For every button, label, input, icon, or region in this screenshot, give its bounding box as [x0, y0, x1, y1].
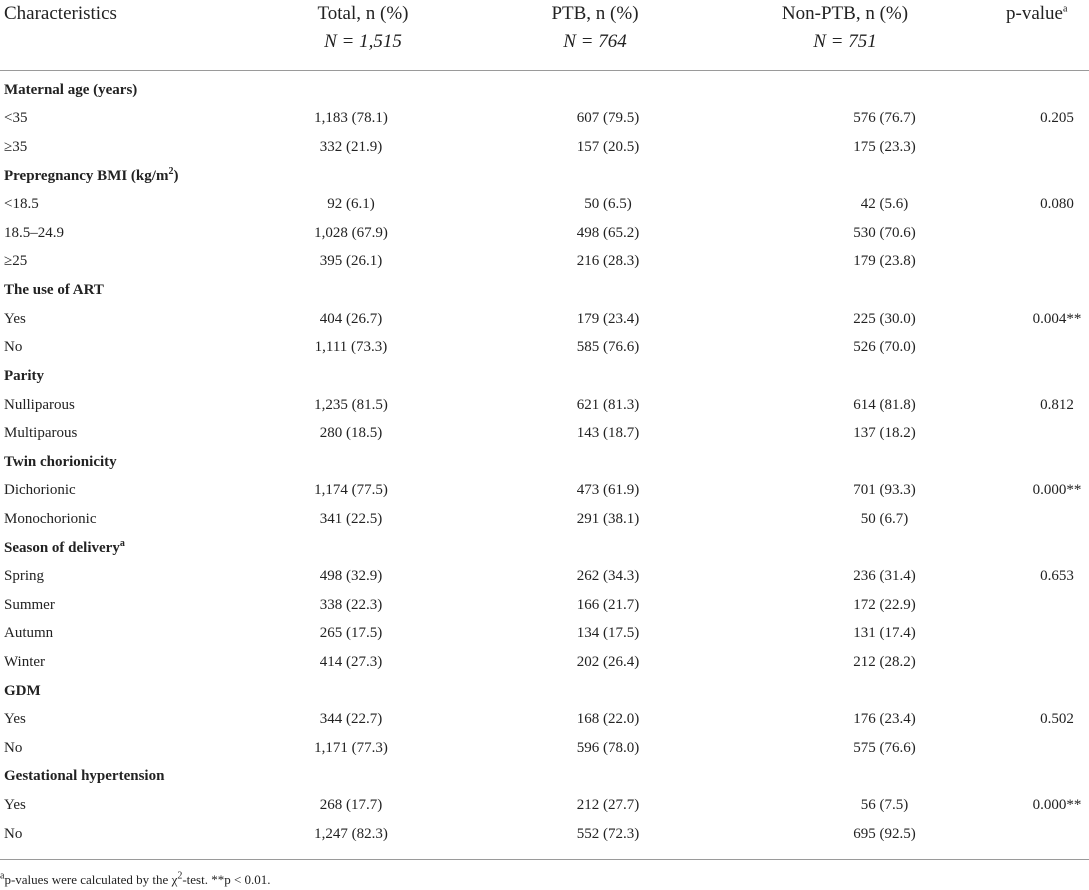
empty-cell — [1021, 448, 1089, 477]
section-label-text: Prepregnancy BMI (kg/m — [4, 167, 169, 184]
cell-ptb: 202 (26.4) — [576, 653, 640, 670]
cell-total: 1,235 (81.5) — [314, 396, 388, 413]
cell-nonptb: 236 (31.4) — [853, 568, 916, 585]
section-label-text: GDM — [4, 682, 41, 699]
table-row — [0, 305, 1089, 334]
cell-total: 1,111 (73.3) — [314, 339, 388, 356]
empty-cell — [1021, 534, 1089, 563]
empty-cell — [748, 276, 1021, 305]
row-label: 18.5–24.9 — [4, 224, 64, 241]
cell-pvalue — [1021, 591, 1089, 620]
header-pvalue-label: p-value — [1006, 3, 1063, 24]
section-label — [0, 162, 234, 191]
section-label — [0, 76, 234, 105]
cell-pvalue: 0.080 — [1040, 196, 1074, 213]
cell-pvalue: 0.000** — [1032, 482, 1082, 499]
section-label-text: Gestational hypertension — [4, 768, 165, 785]
cell-ptb: 291 (38.1) — [576, 510, 640, 527]
table-row — [0, 477, 1089, 506]
row-label: Yes — [4, 310, 26, 327]
table-row — [0, 591, 1089, 620]
cell-pvalue — [1021, 648, 1089, 677]
cell-pvalue — [1021, 620, 1089, 649]
cell-ptb: 50 (6.5) — [584, 196, 632, 213]
cell-nonptb: 179 (23.8) — [853, 253, 916, 270]
section-label — [0, 763, 234, 792]
section-label — [0, 677, 234, 706]
cell-total: 332 (21.9) — [319, 139, 383, 156]
cell-total: 92 (6.1) — [327, 196, 375, 213]
section-row — [0, 76, 1089, 105]
footnote — [0, 872, 271, 888]
row-label: ≥35 — [4, 139, 28, 156]
row-label: Yes — [4, 797, 26, 814]
empty-cell — [748, 534, 1021, 563]
cell-total: 338 (22.3) — [319, 596, 383, 613]
table-row — [0, 562, 1089, 591]
section-row — [0, 763, 1089, 792]
table-header — [0, 0, 1089, 60]
cell-ptb: 216 (28.3) — [576, 253, 640, 270]
cell-ptb: 134 (17.5) — [576, 625, 640, 642]
row-label: Monochorionic — [4, 510, 97, 527]
cell-ptb: 552 (72.3) — [576, 825, 640, 842]
section-row — [0, 162, 1089, 191]
header-ptb — [530, 0, 660, 56]
empty-cell — [234, 763, 468, 792]
cell-ptb: 621 (81.3) — [576, 396, 640, 413]
cell-pvalue: 0.205 — [1040, 110, 1074, 127]
cell-pvalue — [1021, 734, 1089, 763]
empty-cell — [468, 448, 748, 477]
cell-nonptb: 137 (18.2) — [853, 425, 916, 442]
cell-ptb: 607 (79.5) — [576, 110, 640, 127]
cell-total: 280 (18.5) — [319, 425, 383, 442]
cell-nonptb: 176 (23.4) — [853, 711, 916, 728]
header-pvalue — [1006, 0, 1067, 28]
cell-total: 268 (17.7) — [319, 797, 383, 814]
cell-pvalue — [1021, 219, 1089, 248]
cell-ptb: 166 (21.7) — [576, 596, 640, 613]
section-label — [0, 534, 234, 563]
cell-pvalue: 0.653 — [1040, 568, 1074, 585]
cell-total: 1,174 (77.5) — [314, 482, 388, 499]
cell-ptb: 179 (23.4) — [576, 310, 640, 327]
empty-cell — [1021, 677, 1089, 706]
table-row — [0, 620, 1089, 649]
cell-total: 1,028 (67.9) — [314, 224, 388, 241]
header-pvalue-sup: a — [1062, 3, 1068, 15]
cell-total: 404 (26.7) — [319, 310, 383, 327]
section-row — [0, 448, 1089, 477]
cell-pvalue: 0.004** — [1032, 310, 1082, 327]
empty-cell — [234, 276, 468, 305]
row-label: Autumn — [4, 625, 54, 642]
cell-nonptb: 56 (7.5) — [860, 797, 909, 814]
table-row — [0, 219, 1089, 248]
cell-total: 1,247 (82.3) — [314, 825, 388, 842]
cell-nonptb: 42 (5.6) — [860, 196, 909, 213]
cell-ptb: 473 (61.9) — [576, 482, 640, 499]
table-row — [0, 820, 1089, 849]
cell-ptb: 262 (34.3) — [576, 568, 640, 585]
cell-total: 395 (26.1) — [319, 253, 383, 270]
footnote-sup2: 2 — [177, 870, 183, 882]
footnote-text-before: p-values were calculated by the χ — [4, 872, 178, 887]
row-label: Summer — [4, 596, 55, 613]
empty-cell — [468, 763, 748, 792]
cell-nonptb: 575 (76.6) — [853, 739, 916, 756]
empty-cell — [748, 448, 1021, 477]
empty-cell — [468, 76, 748, 105]
cell-ptb: 596 (78.0) — [576, 739, 640, 756]
header-total — [308, 0, 418, 56]
row-label: Dichorionic — [4, 482, 76, 499]
cell-pvalue: 0.812 — [1040, 396, 1074, 413]
empty-cell — [234, 677, 468, 706]
section-label-text: Season of delivery — [4, 539, 120, 556]
cell-total: 498 (32.9) — [319, 568, 383, 585]
table-row — [0, 133, 1089, 162]
row-label: Nulliparous — [4, 396, 75, 413]
cell-nonptb: 526 (70.0) — [853, 339, 916, 356]
section-label — [0, 448, 234, 477]
empty-cell — [468, 362, 748, 391]
empty-cell — [234, 448, 468, 477]
header-ptb-label: PTB, n (%) — [551, 3, 639, 24]
empty-cell — [234, 76, 468, 105]
section-label-text: Twin chorionicity — [4, 453, 117, 470]
section-label-text: The use of ART — [4, 282, 104, 299]
cell-nonptb: 701 (93.3) — [853, 482, 916, 499]
cell-nonptb: 576 (76.7) — [853, 110, 916, 127]
cell-nonptb: 212 (28.2) — [853, 653, 916, 670]
cell-total: 265 (17.5) — [319, 625, 383, 642]
cell-nonptb: 530 (70.6) — [853, 224, 916, 241]
cell-ptb: 212 (27.7) — [576, 797, 640, 814]
row-label: No — [4, 339, 23, 356]
empty-cell — [748, 362, 1021, 391]
row-label: Spring — [4, 568, 45, 585]
table-row — [0, 505, 1089, 534]
section-row — [0, 534, 1089, 563]
header-nonptb — [765, 0, 925, 56]
cell-nonptb: 225 (30.0) — [853, 310, 916, 327]
section-label-sup: a — [119, 537, 125, 549]
section-label-sup: 2 — [168, 165, 174, 177]
table-row — [0, 734, 1089, 763]
cell-pvalue: 0.502 — [1040, 711, 1074, 728]
header-total-n: N = 1,515 — [324, 31, 402, 52]
table-row — [0, 190, 1089, 219]
section-label-text: Parity — [4, 367, 44, 384]
table-row — [0, 248, 1089, 277]
footnote-text-after: -test. **p < 0.01. — [182, 872, 271, 887]
section-label — [0, 276, 234, 305]
header-nonptb-n: N = 751 — [813, 31, 877, 52]
cell-nonptb: 50 (6.7) — [860, 510, 909, 527]
footer-rule — [0, 859, 1089, 860]
section-label-text: Maternal age (years) — [4, 81, 138, 98]
section-row — [0, 276, 1089, 305]
cell-ptb: 168 (22.0) — [576, 711, 640, 728]
table-body — [0, 76, 1089, 848]
row-label: No — [4, 825, 23, 842]
empty-cell — [748, 76, 1021, 105]
cell-nonptb: 172 (22.9) — [853, 596, 916, 613]
row-label: Winter — [4, 653, 46, 670]
cell-pvalue — [1021, 505, 1089, 534]
empty-cell — [1021, 763, 1089, 792]
table-row — [0, 791, 1089, 820]
empty-cell — [234, 162, 468, 191]
header-characteristics: Characteristics — [4, 3, 117, 24]
cell-ptb: 585 (76.6) — [576, 339, 640, 356]
empty-cell — [1021, 362, 1089, 391]
empty-cell — [748, 162, 1021, 191]
cell-pvalue: 0.000** — [1032, 797, 1082, 814]
empty-cell — [468, 534, 748, 563]
empty-cell — [468, 162, 748, 191]
cell-ptb: 143 (18.7) — [576, 425, 640, 442]
cell-total: 344 (22.7) — [319, 711, 383, 728]
empty-cell — [748, 677, 1021, 706]
cell-ptb: 157 (20.5) — [576, 139, 640, 156]
row-label: Multiparous — [4, 425, 78, 442]
empty-cell — [234, 362, 468, 391]
row-label: <18.5 — [4, 196, 39, 213]
header-rule — [0, 70, 1089, 71]
footnote-sup: a — [0, 870, 5, 882]
cell-total: 1,183 (78.1) — [314, 110, 388, 127]
table-row — [0, 391, 1089, 420]
empty-cell — [748, 763, 1021, 792]
table-row — [0, 419, 1089, 448]
header-ptb-n: N = 764 — [563, 31, 627, 52]
empty-cell — [1021, 276, 1089, 305]
table-row — [0, 705, 1089, 734]
section-label-after: ) — [173, 167, 179, 184]
cell-total: 341 (22.5) — [319, 510, 383, 527]
table-row — [0, 648, 1089, 677]
cell-pvalue — [1021, 248, 1089, 277]
section-row — [0, 362, 1089, 391]
cell-nonptb: 175 (23.3) — [853, 139, 916, 156]
table-row — [0, 105, 1089, 134]
section-row — [0, 677, 1089, 706]
characteristics-table — [0, 76, 1089, 848]
header-nonptb-label: Non-PTB, n (%) — [781, 3, 909, 24]
header-total-label: Total, n (%) — [317, 3, 409, 24]
cell-total: 1,171 (77.3) — [314, 739, 388, 756]
cell-nonptb: 695 (92.5) — [853, 825, 916, 842]
cell-nonptb: 131 (17.4) — [853, 625, 916, 642]
cell-pvalue — [1021, 820, 1089, 849]
cell-total: 414 (27.3) — [319, 653, 383, 670]
empty-cell — [1021, 76, 1089, 105]
row-label: Yes — [4, 711, 26, 728]
cell-pvalue — [1021, 133, 1089, 162]
cell-pvalue — [1021, 333, 1089, 362]
empty-cell — [468, 276, 748, 305]
table-row — [0, 333, 1089, 362]
row-label: ≥25 — [4, 253, 28, 270]
row-label: No — [4, 739, 23, 756]
section-label — [0, 362, 234, 391]
cell-pvalue — [1021, 419, 1089, 448]
empty-cell — [1021, 162, 1089, 191]
empty-cell — [468, 677, 748, 706]
empty-cell — [234, 534, 468, 563]
row-label: <35 — [4, 110, 28, 127]
cell-nonptb: 614 (81.8) — [853, 396, 916, 413]
cell-ptb: 498 (65.2) — [576, 224, 640, 241]
